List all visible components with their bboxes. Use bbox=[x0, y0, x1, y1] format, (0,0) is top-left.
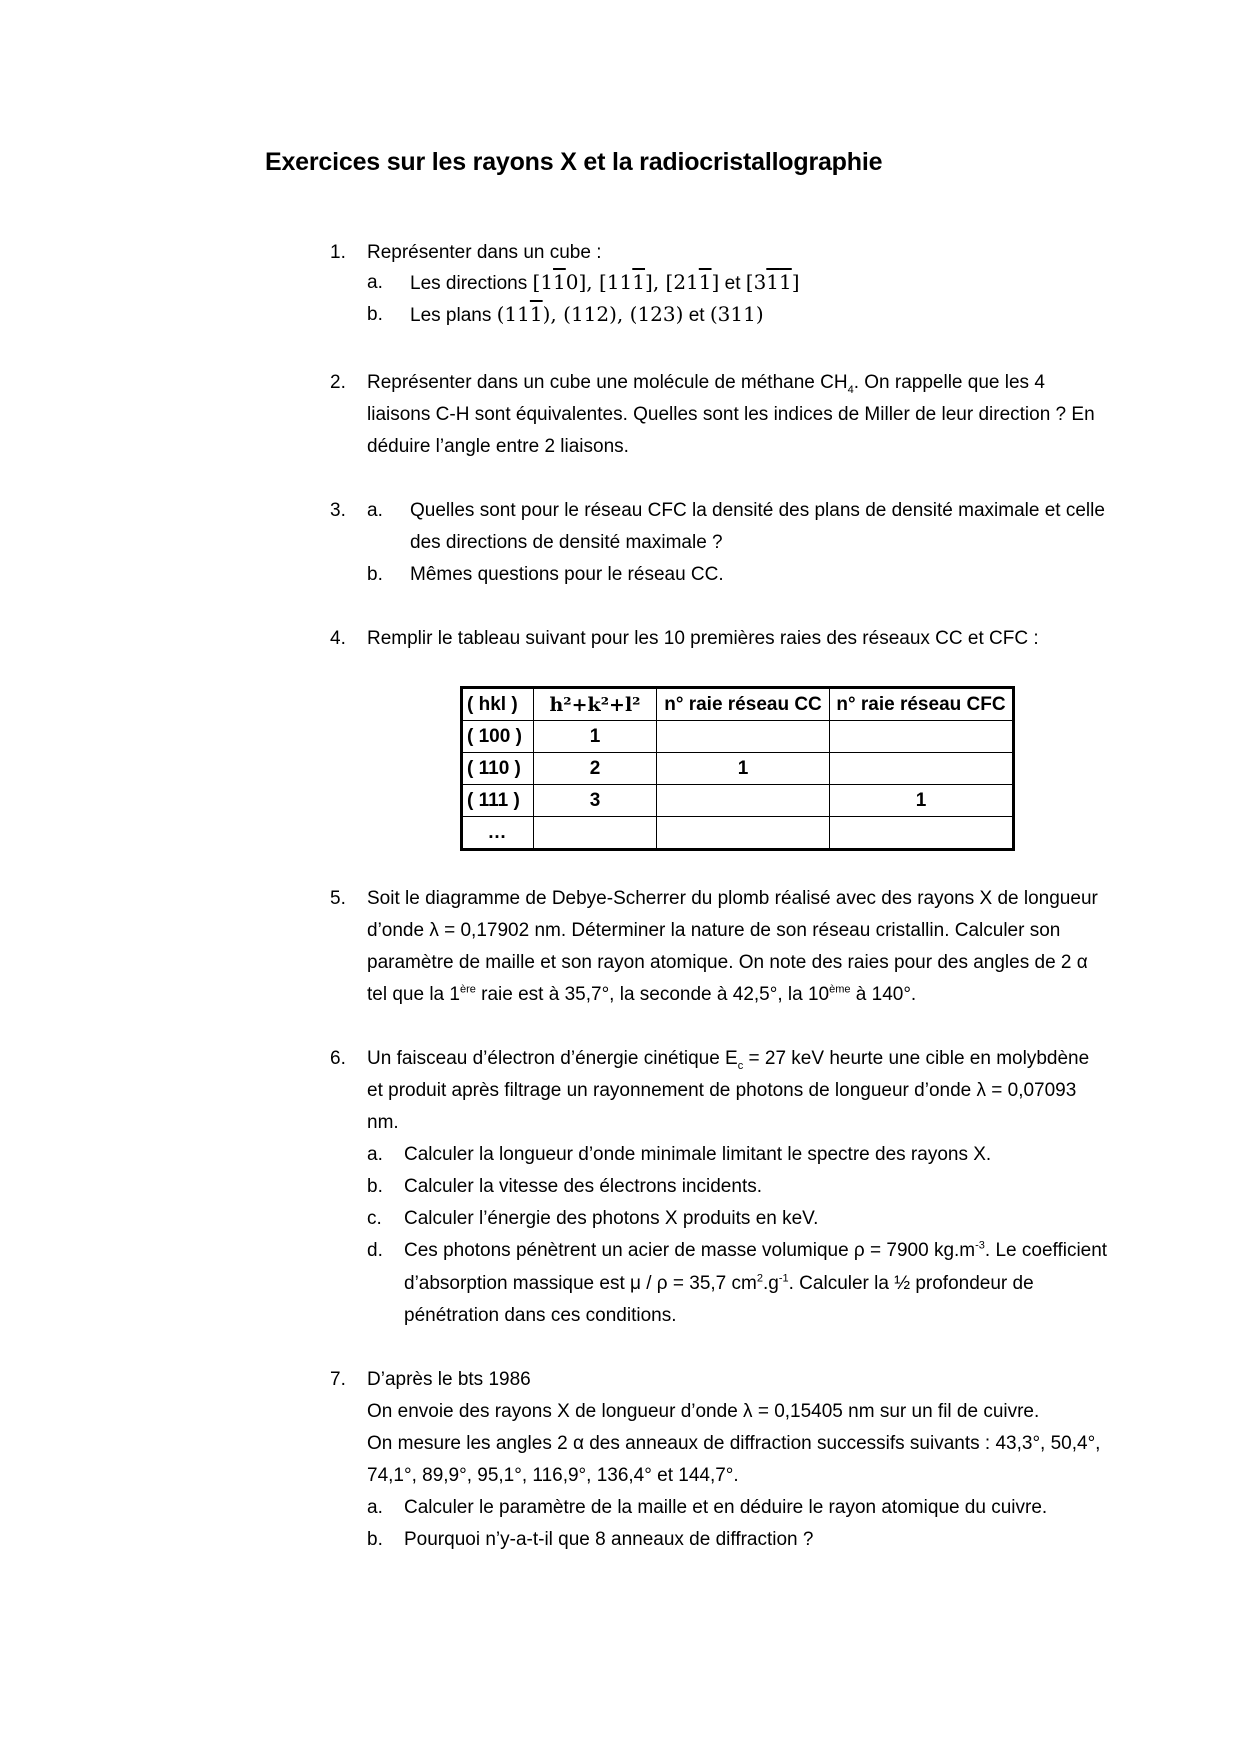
header-raie-cc: n° raie réseau CC bbox=[657, 688, 830, 721]
cell-cc[interactable] bbox=[657, 785, 830, 817]
directions-et: et bbox=[724, 273, 741, 294]
exercise-number: 6. bbox=[330, 1048, 346, 1069]
exercise-number: 4. bbox=[330, 628, 346, 649]
exercise-number: 1. bbox=[330, 242, 346, 263]
cell-hkl: … bbox=[462, 817, 534, 850]
table-row bbox=[462, 785, 1014, 817]
exercise-number: 3. bbox=[330, 500, 346, 521]
plans-line bbox=[410, 304, 764, 325]
exercise-text: 74,1°, 89,9°, 95,1°, 116,9°, 136,4° et 144,7°. bbox=[367, 1465, 739, 1486]
header-h2k2l2: h²+k²+l² bbox=[534, 688, 657, 721]
cell-hkl: ( 100 ) bbox=[462, 721, 534, 753]
exercise-text: On envoie des rayons X de longueur d’onde λ = 0,15405 nm sur un fil de cuivre. bbox=[367, 1401, 1040, 1422]
table-header-row bbox=[462, 688, 1014, 721]
cell-hkl: ( 111 ) bbox=[462, 785, 534, 817]
exercise-number: 2. bbox=[330, 372, 346, 393]
exercise-text: Soit le diagramme de Debye-Scherrer du plomb réalisé avec des rayons X de longueur bbox=[367, 888, 1098, 909]
exercise-text: Représenter dans un cube une molécule de méthane $CH_4$. On rappelle que les 4 bbox=[367, 372, 1045, 396]
directions-line bbox=[410, 272, 800, 293]
sub-label: b. bbox=[367, 1176, 383, 1197]
exercise-text: d’absorption massique est μ / ρ = 35,7 $cm^2.g^{-1}$. Calculer la ½ profondeur de bbox=[404, 1272, 1034, 1294]
cell-hkl: ( 110 ) bbox=[462, 753, 534, 785]
exercise-text: des directions de densité maximale ? bbox=[410, 532, 723, 553]
table-row bbox=[462, 721, 1014, 753]
cell-cfc[interactable] bbox=[830, 753, 1014, 785]
sub-label: a. bbox=[367, 272, 383, 293]
exercise-text: Représenter dans un cube : bbox=[367, 242, 602, 263]
exercise-text: paramètre de maille et son rayon atomique. On note des raies pour des angles de 2 α bbox=[367, 952, 1088, 973]
direction-last: [311] bbox=[745, 270, 800, 294]
exercise-text: Calculer la longueur d’onde minimale limitant le spectre des rayons X. bbox=[404, 1144, 992, 1165]
sub-label: d. bbox=[367, 1240, 383, 1261]
cell-sum: 1 bbox=[534, 721, 657, 753]
cell-sum: 3 bbox=[534, 785, 657, 817]
plan-last: (311) bbox=[709, 302, 764, 326]
cell-cc[interactable] bbox=[657, 721, 830, 753]
exercise-number: 5. bbox=[330, 888, 346, 909]
raies-table bbox=[460, 686, 1015, 851]
sub-label: a. bbox=[367, 1497, 383, 1518]
exercise-text: Ces photons pénètrent un acier de masse volumique ρ = 7900 $kg.m^{-3}$. Le coefficient bbox=[404, 1239, 1108, 1261]
exercise-text: et produit après filtrage un rayonnement de photons de longueur d’onde λ = 0,07093 bbox=[367, 1080, 1077, 1101]
cell-sum[interactable] bbox=[534, 817, 657, 850]
exercise-text: D’après le bts 1986 bbox=[367, 1369, 531, 1390]
page-title: Exercices sur les rayons X et la radiocristallographie bbox=[265, 148, 883, 176]
cell-cfc[interactable]: 1 bbox=[830, 785, 1014, 817]
direction-list: [110], [111], [211] bbox=[532, 270, 720, 294]
exercise-text: Calculer la vitesse des électrons incidents. bbox=[404, 1176, 763, 1197]
exercise-text: Calculer l’énergie des photons X produits en keV. bbox=[404, 1208, 819, 1229]
exercise-number: 7. bbox=[330, 1369, 346, 1390]
exercise-text: Calculer le paramètre de la maille et en déduire le rayon atomique du cuivre. bbox=[404, 1497, 1048, 1518]
sub-label: b. bbox=[367, 564, 383, 585]
exercise-text: déduire l’angle entre 2 liaisons. bbox=[367, 436, 629, 457]
exercise-text: Pourquoi n’y-a-t-il que 8 anneaux de diffraction ? bbox=[404, 1529, 814, 1550]
exercise-text: On mesure les angles 2 α des anneaux de diffraction successifs suivants : 43,3°, 50,4°, bbox=[367, 1433, 1101, 1454]
plans-label: Les plans bbox=[410, 305, 492, 326]
header-hkl: ( hkl ) bbox=[462, 688, 534, 721]
cell-cc[interactable] bbox=[657, 817, 830, 850]
exercise-text: Mêmes questions pour le réseau CC. bbox=[410, 564, 724, 585]
plan-list: (111), (112), (123) bbox=[496, 302, 684, 326]
exercise-text: nm. bbox=[367, 1112, 399, 1133]
sub-label: b. bbox=[367, 304, 383, 325]
exercise-text: liaisons C-H sont équivalentes. Quelles sont les indices de Miller de leur direction ? En bbox=[367, 404, 1095, 425]
directions-label: Les directions bbox=[410, 273, 528, 294]
sub-label: a. bbox=[367, 1144, 383, 1165]
exercise-text: Un faisceau d’électron d’énergie cinétique $E_c = 27$ keV heurte une cible en molybdène bbox=[367, 1048, 1090, 1072]
sub-label: b. bbox=[367, 1529, 383, 1550]
sub-label: c. bbox=[367, 1208, 382, 1229]
cell-cc[interactable]: 1 bbox=[657, 753, 830, 785]
exercise-text: tel que la 1ère raie est à 35,7°, la seconde à 42,5°, la 10ème à 140°. bbox=[367, 983, 917, 1005]
cell-sum: 2 bbox=[534, 753, 657, 785]
table-row bbox=[462, 817, 1014, 850]
sub-label: a. bbox=[367, 500, 383, 521]
cell-cfc[interactable] bbox=[830, 721, 1014, 753]
table-row bbox=[462, 753, 1014, 785]
cell-cfc[interactable] bbox=[830, 817, 1014, 850]
exercise-text: Remplir le tableau suivant pour les 10 premières raies des réseaux CC et CFC : bbox=[367, 628, 1039, 649]
plans-et: et bbox=[688, 305, 705, 326]
exercise-text: pénétration dans ces conditions. bbox=[404, 1305, 677, 1326]
exercise-text: d’onde λ = 0,17902 nm. Déterminer la nature de son réseau cristallin. Calculer son bbox=[367, 920, 1061, 941]
exercise-text: Quelles sont pour le réseau CFC la densité des plans de densité maximale et celle bbox=[410, 500, 1105, 521]
header-raie-cfc: n° raie réseau CFC bbox=[830, 688, 1014, 721]
